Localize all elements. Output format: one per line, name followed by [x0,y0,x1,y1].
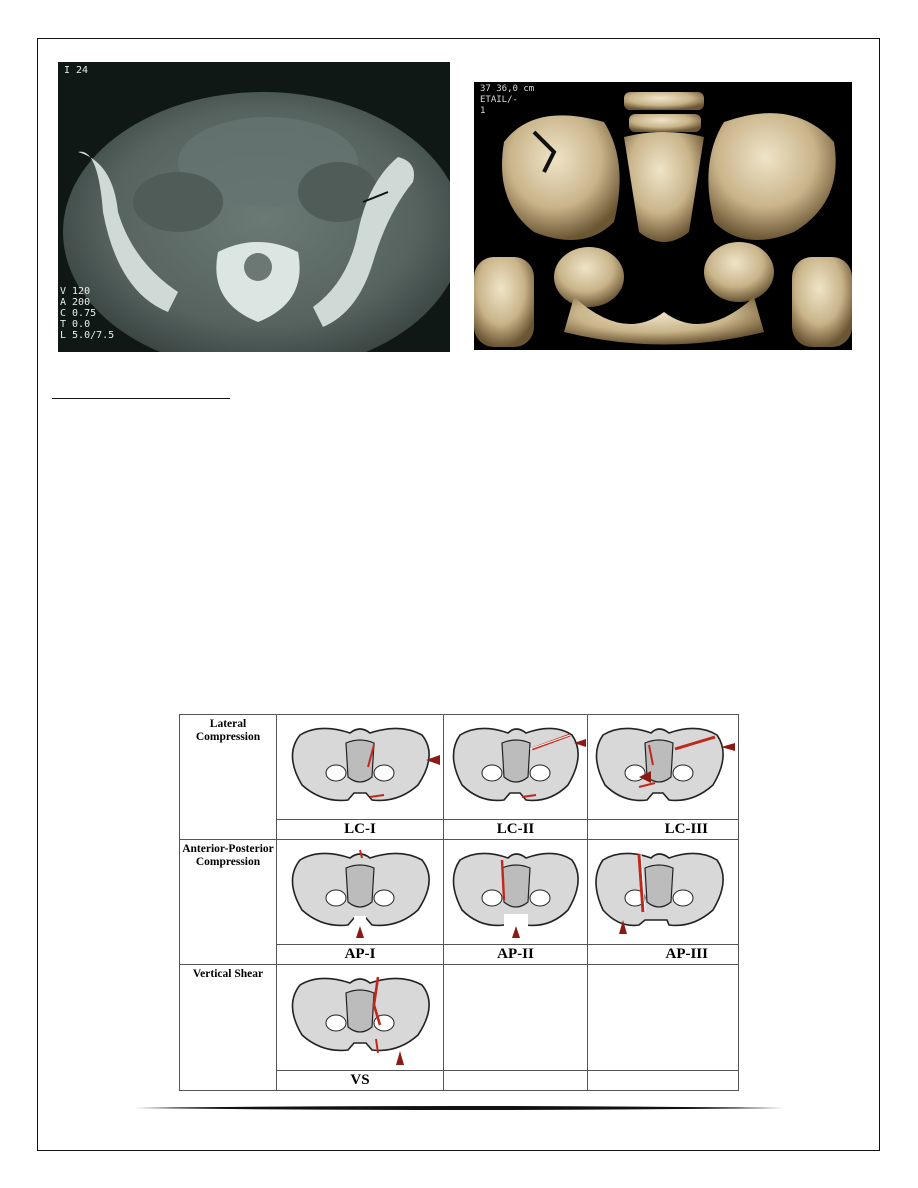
diagram-lc-ii [444,715,588,820]
caption-lc-i: LC-I [277,820,444,840]
section-heading-underline [52,398,230,399]
row-label-lateral-compression: Lateral Compression [180,715,277,840]
footer-divider [135,1105,783,1111]
pelvis-lc-iii-diagram [589,715,737,815]
caption-lc-iii: LC-III [588,820,739,840]
ct-param: C 0.75 [60,308,97,319]
diagram-ap-ii [444,840,588,945]
pelvis-ap-iii-diagram [589,840,737,940]
diagram-vs [277,965,444,1071]
ct-param: V 120 [60,286,91,297]
pelvis-ap-ii-diagram [446,840,586,940]
caption-ap-iii: AP-III [588,945,739,965]
diagram-lc-iii [588,715,739,820]
caption-ap-ii: AP-II [444,945,588,965]
pelvic-fracture-classification-table [179,714,739,1091]
caption-vs: VS [277,1071,444,1091]
empty-cell [444,965,588,1071]
caption-lc-ii: LC-II [444,820,588,840]
ct-scan-drawing [58,62,450,352]
pelvis-vs-diagram [280,965,440,1069]
table-row-lateral-compression [180,715,739,820]
pelvis-lc-i-diagram [280,715,440,815]
row-label-ap-compression: Anterior-Posterior Compression [180,840,277,965]
ct-param: A 200 [60,297,91,308]
3d-pelvis-drawing [474,82,852,350]
row-label-vertical-shear: Vertical Shear [180,965,277,1091]
caption-empty [588,1071,739,1091]
ct-param: T 0.0 [60,319,91,330]
ct-scan-image [58,62,450,352]
pelvis-ap-i-diagram [280,840,440,940]
ct-param: L 5.0/7.5 [60,330,115,341]
caption-empty [444,1071,588,1091]
diagram-ap-iii [588,840,739,945]
ct-top-label: I 24 [64,65,89,76]
3d-overlay-label: 37 36,0 cm ETAIL/- 1 [480,84,535,116]
table-row-ap-compression [180,840,739,945]
diagram-ap-i [277,840,444,945]
table-row-vertical-shear [180,965,739,1071]
ct-parameters [60,286,114,341]
pelvis-lc-ii-diagram [446,715,586,815]
3d-pelvis-image [474,82,852,350]
diagram-lc-i [277,715,444,820]
caption-ap-i: AP-I [277,945,444,965]
empty-cell [588,965,739,1071]
